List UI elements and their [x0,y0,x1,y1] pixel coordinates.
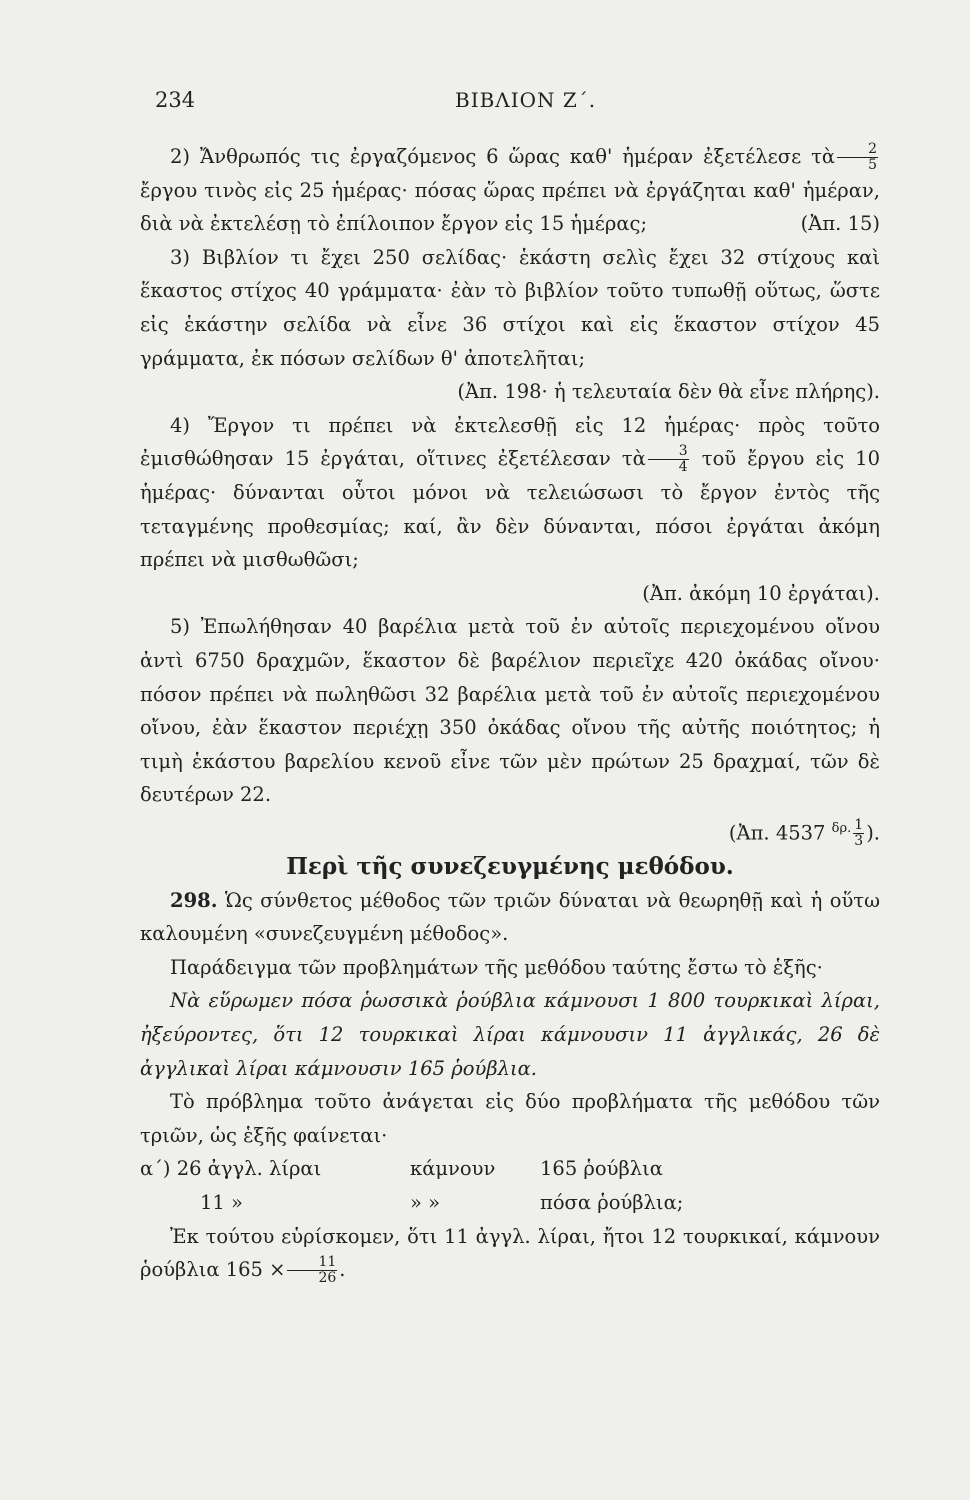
section-298-text: Ὡς σύνθετος μέθοδος τῶν τριῶν δύναται νὰ θεωρηθῇ καὶ ἡ οὕτω καλουμένη «συνεζευγμένη μέθοδος». [140,888,880,946]
row1-middle: κάμνουν [410,1157,496,1181]
problem-2-text-a: 2) Ἄνθρωπός τις ἐργαζόμενος 6 ὥρας καθ' ἡμέραν ἐξετέλεσε τὰ [170,145,836,168]
problem-3: 3) Βιβλίον τι ἔχει 250 σελίδας· ἑκάστη σελὶς ἔχει 32 στίχους καὶ ἕκαστος στίχος 40 γράμματα· ἐὰν τὸ βιβλίον τοῦτο τυπωθῇ οὕτως, ὥστε εἰς ἑκάστην σελίδα νὰ εἶνε 36 στίχοι καὶ εἰς ἕκαστον στίχον 45 γράμματα, ἐκ πόσων σελίδων θ' ἀποτελῆται; [140,245,880,370]
fraction-3-4 [648,444,689,475]
conclusion-text: Ἐκ τούτου εὑρίσκομεν, ὅτι 11 ἀγγλ. λίραι, ἤτοι 12 τουρκικαί, κάμνουν ῥούβλια 165 × [140,1224,880,1282]
section-298-intro [140,884,880,951]
problem-5-answer-unit: δρ. [831,820,852,836]
row2-middle: » » [410,1190,441,1214]
running-head: ΒΙΒΛΙΟΝ Ζ΄. [455,88,597,112]
body-text [140,140,880,1287]
page-header [155,88,875,118]
problem-2 [140,140,880,241]
problem-2-answer: (Ἀπ. 15) [800,212,880,236]
reduction-text: Τὸ πρόβλημα τοῦτο ἀνάγεται εἰς δύο προβλήματα τῆς μεθόδου τῶν τριῶν, ὡς ἑξῆς φαίνεται· [140,1090,880,1147]
section-number: 298. [170,888,218,912]
fraction-denominator: 4 [678,459,688,476]
page-number: 234 [155,88,196,112]
section-title: Περὶ τῆς συνεζευγμένης μεθόδου. [286,852,734,880]
fraction-denominator: 3 [854,833,864,850]
problem-4-text-b: τοῦ ἔργου εἰς 10 ἡμέρας· δύνανται οὗτοι μόνοι νὰ τελειώσωσι τὸ ἔργον ἐντὸς τῆς τεταγμένης προθεσμίας; καί, ἂν δὲν δύνανται, πόσοι ἐργάται ἀκόμη πρέπει νὰ μισθωθῶσι; [140,447,880,572]
problem-5: 5) Ἐπωλήθησαν 40 βαρέλια μετὰ τοῦ ἐν αὐτοῖς περιεχομένου οἴνου ἀντὶ 6750 δραχμῶν, ἕκαστον δὲ βαρέλιον περιεῖχε 420 ὀκάδας οἴνου· πόσον πρέπει νὰ πωληθῶσι 32 βαρέλια μετὰ τοῦ ἐν αὐτοῖς περιεχομένου οἴνου, ἐὰν ἕκαστον περιέχῃ 350 ὀκάδας οἴνου τῆς αὐτῆς ποιότητος; ἡ τιμὴ ἑκάστου βαρελίου κενοῦ εἶνε τῶν μὲν πρώτων 25 δραχμαί, τῶν δὲ δευτέρων 22. [140,615,880,807]
row1-right: 165 ῥούβλια [540,1157,663,1181]
row2-right: πόσα ῥούβλια; [540,1190,684,1214]
fraction-denominator: 26 [318,1270,337,1287]
fraction-11-26 [287,1255,337,1286]
conclusion-end: . [339,1258,346,1282]
problem-2-text-b: ἔργου τινὸς εἰς 25 ἡμέρας· πόσας ὥρας πρέπει νὰ ἐργάζηται καθ' ἡμέραν, διὰ νὰ ἐκτελέσῃ τὸ ἐπίλοιπον ἔργον εἰς 15 ἡμέρας; [140,178,880,236]
problem-4-answer: (Ἀπ. ἀκόμη 10 ἐργάται). [642,581,880,605]
problem-4 [140,409,880,577]
row2-left: 11 » [200,1190,243,1214]
problem-5-answer-a: (Ἀπ. 4537 [728,821,826,845]
fraction-denominator: 5 [868,157,877,173]
fraction-numerator: 11 [287,1255,337,1271]
problem-5-answer [140,812,880,850]
row1-left: α΄) 26 ἀγγλ. λίραι [140,1157,322,1181]
example-intro: Παράδειγμα τῶν προβλημάτων τῆς μεθόδου ταύτης ἔστω τὸ ἑξῆς· [170,955,823,979]
example-statement: Νὰ εὕρωμεν πόσα ῥωσσικὰ ῥούβλια κάμνουσι 1 800 τουρκικαὶ λίραι, ἠξεύροντες, ὅτι 12 τουρκικαὶ λίραι κάμνουσιν 11 ἀγγλικάς, 26 δὲ ἀγγλικαὶ λίραι κάμνουσιν 165 ῥούβλια. [140,989,880,1080]
conclusion [140,1220,880,1287]
proportion-row-1 [140,1152,880,1186]
fraction-2-5 [837,142,878,173]
fraction-numerator: 2 [837,142,878,158]
fraction-1-3 [853,818,864,849]
fraction-numerator: 3 [648,444,689,460]
fraction-numerator: 1 [854,817,864,834]
problem-3-answer: (Ἀπ. 198· ἡ τελευταία δὲν θὰ εἶνε πλήρης). [457,380,880,404]
problem-4-text-a: 4) Ἔργον τι πρέπει νὰ ἐκτελεσθῇ εἰς 12 ἡμέρας· πρὸς τοῦτο ἐμισθώθησαν 15 ἐργάται, οἵτινες ἐξετέλεσαν τὰ [140,413,880,471]
problem-5-answer-b: ). [866,821,880,845]
proportion-row-2 [140,1186,880,1220]
